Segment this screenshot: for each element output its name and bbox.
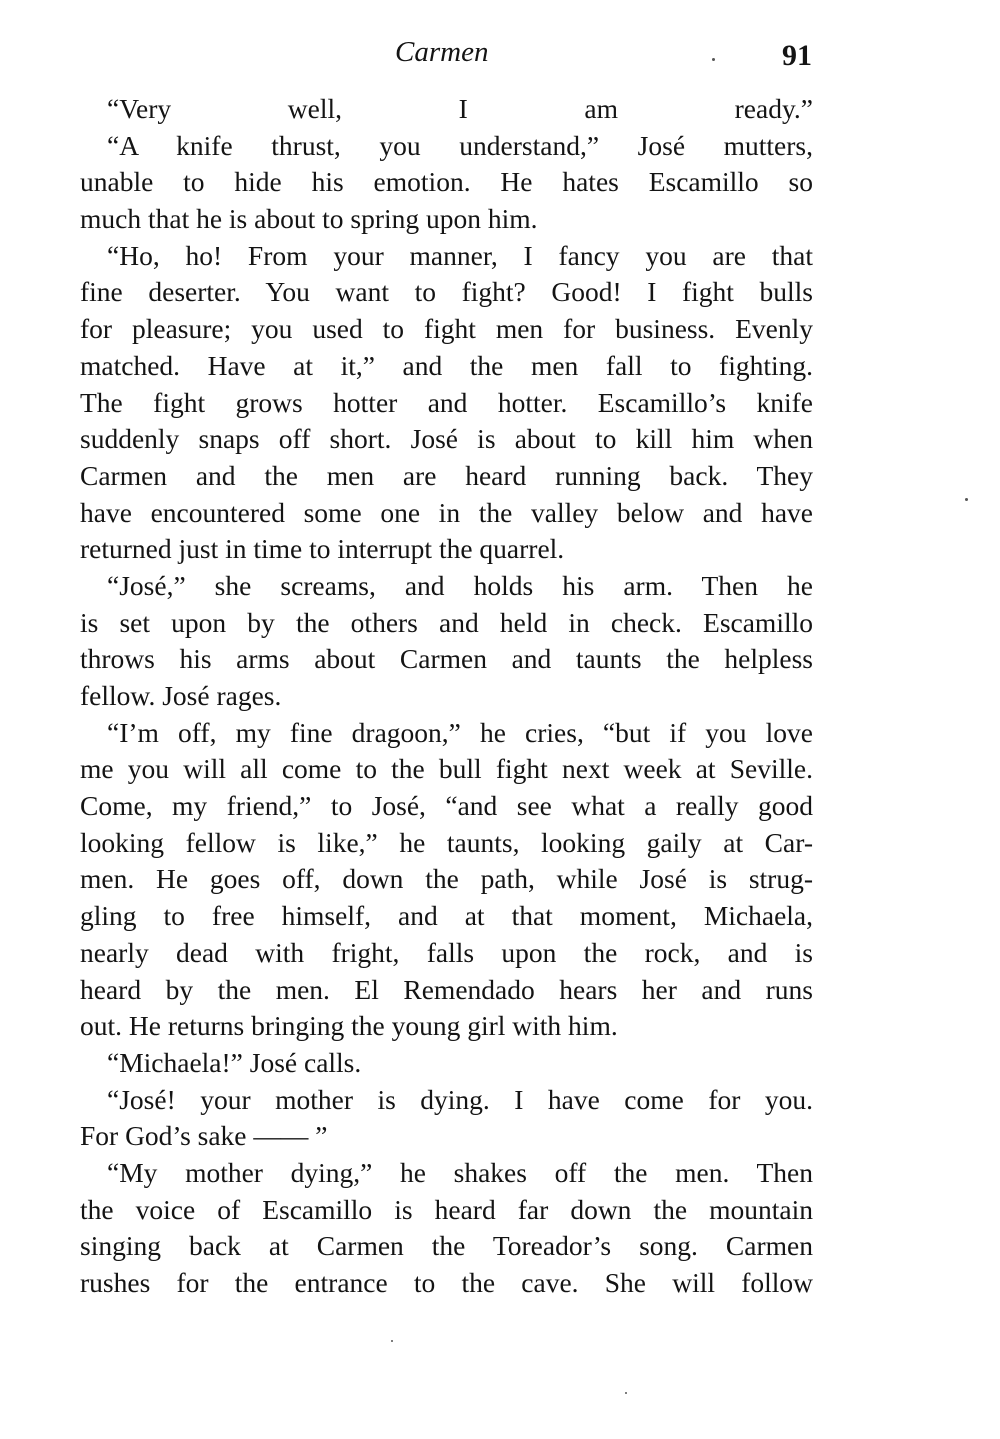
text-line: throws his arms about Carmen and taunts the helpless <box>80 643 813 675</box>
text-line: returned just in time to interrupt the quarrel. <box>80 533 565 565</box>
text-line: “Very well, I am ready.” <box>107 93 813 124</box>
text-line: “Michaela!” José calls. <box>107 1046 362 1078</box>
text-line: unable to hide his emotion. He hates Escamillo so <box>80 166 813 198</box>
text-line: men. He goes off, down the path, while José is strug- <box>80 863 813 895</box>
text-line: “José,” she screams, and holds his arm. Then he <box>107 569 813 601</box>
scan-speck <box>712 58 715 61</box>
text-line: Come, my friend,” to José, “and see what a really good <box>80 790 813 822</box>
text-line: “I’m off, my fine dragoon,” he cries, “but if you love <box>107 716 813 748</box>
text-line: matched. Have at it,” and the men fall to fighting. <box>80 349 813 381</box>
text-line: nearly dead with fright, falls upon the rock, and is <box>80 936 813 968</box>
text-line: much that he is about to spring upon him. <box>80 203 538 235</box>
text-line: “Ho, ho! From your manner, I fancy you are that <box>107 239 813 271</box>
text-line: me you will all come to the bull fight next week at Seville. <box>80 753 813 785</box>
text-line: For God’s sake —— ” <box>80 1120 328 1152</box>
text-line: the voice of Escamillo is heard far down the mountain <box>80 1193 813 1225</box>
text-line: heard by the men. El Remendado hears her and runs <box>80 973 813 1005</box>
running-head <box>0 34 1000 74</box>
text-line: rushes for the entrance to the cave. She will follow <box>80 1267 813 1298</box>
body-text <box>80 91 813 1302</box>
text-line: out. He returns bringing the young girl with him. <box>80 1010 618 1042</box>
text-line: Carmen and the men are heard running back. They <box>80 459 813 491</box>
text-line: looking fellow is like,” he taunts, looking gaily at Car- <box>80 826 813 858</box>
text-line: for pleasure; you used to fight men for business. Evenly <box>80 313 813 345</box>
page-number: 91 <box>782 39 812 72</box>
text-line: singing back at Carmen the Toreador’s song. Carmen <box>80 1230 813 1262</box>
text-line: “A knife thrust, you understand,” José mutters, <box>107 129 813 161</box>
text-line: have encountered some one in the valley below and have <box>80 496 813 528</box>
scan-speck <box>965 498 968 501</box>
text-line: gling to free himself, and at that moment, Michaela, <box>80 900 813 932</box>
text-line: “José! your mother is dying. I have come for you. <box>107 1083 813 1115</box>
text-line: suddenly snaps off short. José is about to kill him when <box>80 423 813 455</box>
running-title: Carmen <box>395 36 489 68</box>
text-line: fellow. José rages. <box>80 680 282 711</box>
text-line: The fight grows hotter and hotter. Escamillo’s knife <box>80 386 813 418</box>
scan-speck <box>391 1340 393 1342</box>
scan-speck <box>625 1392 627 1394</box>
text-line: fine deserter. You want to fight? Good! I fight bulls <box>80 276 813 308</box>
text-line: is set upon by the others and held in check. Escamillo <box>80 606 813 638</box>
text-line: “My mother dying,” he shakes off the men. Then <box>107 1156 813 1188</box>
